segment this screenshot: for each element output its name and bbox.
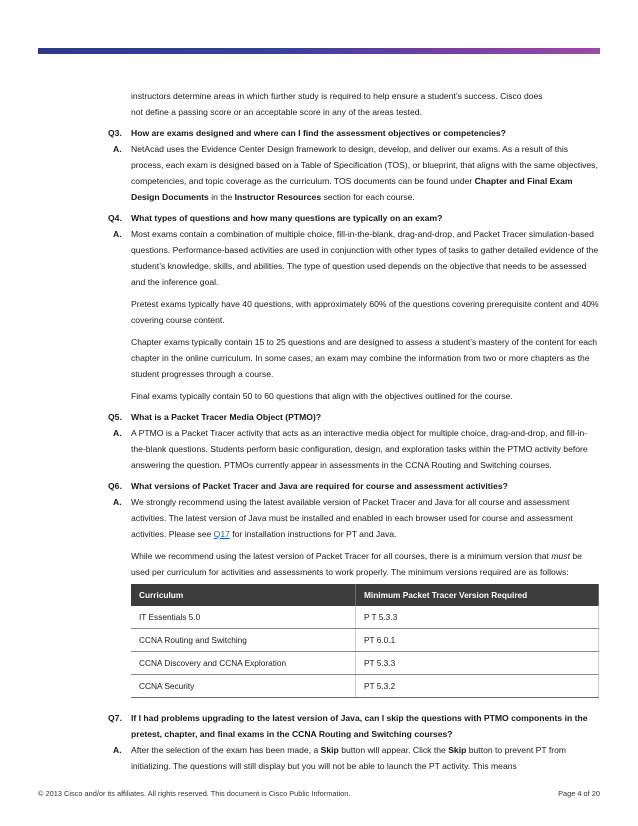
paragraph-text: While we recommend using the latest version of Packet Tracer for all courses, there is a minimum version that (131, 551, 552, 561)
answer-text: Most exams contain a combination of multiple choice, fill-in-the-blank, drag-and-drop, and Packet Tracer simulation-based questions. Performance-based activities are used in conjunction with other types of tasks to gather detailed evidence of the student’s knowledge, skills, and abilities. The type of question used depends on the objective that needs to be assessed and the inference goal. (131, 229, 599, 287)
skip-button-label: Skip (320, 745, 339, 755)
table-row (131, 606, 599, 629)
chapter-exam-paragraph: Chapter exams typically contain 15 to 25 questions and are designed to assess a student’s mastery of the content for each chapter in the online curriculum. In some cases, an exam may combine the information from two or more chapters as the student progresses through a course. (131, 337, 598, 379)
answer-text: A PTMO is a Packet Tracer activity that acts as an interactive media object for multiple choice, drag-and-drop, and fill-in-the-blank questions. Students perform basic configuration, design, and exploration tasks within the PTMO activity before answering the question. PTMOs currently appear in assessments in the CCNA Routing and Switching courses. (131, 428, 588, 470)
final-exam-paragraph: Final exams typically contain 50 to 60 questions that align with the objectives outlined for the course. (131, 391, 513, 401)
copyright-notice: © 2013 Cisco and/or its affiliates. All rights reserved. This document is Cisco Public Information. (38, 789, 351, 798)
answer-text: NetAcad uses the Evidence Center Design framework to design, develop, and deliver our exams. As a result of this process, each exam is designed based on a Table of Specification (TOS), or blueprint, that aligns with the same objectives, competencies, and topic coverage as the curriculum. TOS documents can be found under (131, 144, 598, 186)
emphasis-text: must (551, 551, 570, 561)
question-q6 (108, 478, 600, 494)
answer-q3 (108, 141, 600, 205)
table-cell-version: PT 6.0.1 (356, 629, 599, 652)
question-number: Q7. (108, 713, 122, 723)
table-cell-curriculum: CCNA Routing and Switching (131, 629, 356, 652)
answer-text: button to prevent PT from initializing. The questions will still display but you will not be able to launch the PT activity. This means (131, 745, 567, 771)
table-row (131, 675, 599, 698)
question-number: Q6. (108, 481, 122, 491)
table-cell-curriculum: IT Essentials 5.0 (131, 606, 356, 629)
document-body (108, 88, 600, 774)
answer-q7 (108, 742, 600, 774)
answer-q6 (108, 494, 600, 542)
question-q3 (108, 125, 600, 141)
question-q4 (108, 210, 600, 226)
table-cell-version: P T 5.3.3 (356, 606, 599, 629)
answer-label: A. (113, 745, 122, 755)
page-number: Page 4 of 20 (558, 789, 600, 798)
question-text: What types of questions and how many questions are typically on an exam? (131, 213, 443, 223)
answer-bold-text: Chapter and Final Exam Design Documents (131, 176, 573, 202)
column-header-version: Minimum Packet Tracer Version Required (356, 584, 599, 606)
question-q7 (108, 710, 600, 742)
column-header-curriculum: Curriculum (131, 584, 356, 606)
minimum-version-paragraph (108, 548, 600, 580)
answer-bold-text: Instructor Resources (234, 192, 322, 202)
answer-q5 (108, 425, 600, 473)
table-cell-version: PT 5.3.3 (356, 652, 599, 675)
table-row (131, 652, 599, 675)
intro-paragraph (108, 88, 600, 120)
paragraph-text: be used per curriculum for activities and assessments to work properly. The minimum versions required are as follows: (131, 551, 582, 577)
header-bar (38, 48, 600, 54)
question-text: What is a Packet Tracer Media Object (PTMO)? (131, 412, 322, 422)
table-cell-curriculum: CCNA Discovery and CCNA Exploration (131, 652, 356, 675)
question-number: Q5. (108, 412, 122, 422)
answer-text: After the selection of the exam has been made, a (131, 745, 321, 755)
answer-text: section for each course. (321, 192, 415, 202)
table-cell-version: PT 5.3.2 (356, 675, 599, 698)
answer-text: for installation instructions for PT and Java. (229, 529, 397, 539)
question-q5 (108, 409, 600, 425)
answer-label: A. (113, 428, 122, 438)
answer-text: We strongly recommend using the latest available version of Packet Tracer and Java for all course and assessment activities. The latest version of Java must be installed and enabled in each browser used for course and assessment activities. Please see (131, 497, 573, 539)
skip-button-label: Skip (448, 745, 467, 755)
question-text: What versions of Packet Tracer and Java are required for course and assessment activities? (131, 481, 508, 491)
table-header-row (131, 584, 599, 606)
intro-line-2: not define a passing score or an acceptable score in any of the areas tested. (131, 107, 422, 117)
answer-q4 (108, 226, 600, 290)
answer-label: A. (113, 497, 122, 507)
question-text: If I had problems upgrading to the latest version of Java, can I skip the questions with PTMO components in the pretest, chapter, and final exams in the CCNA Routing and Switching courses? (131, 713, 588, 739)
question-number: Q4. (108, 213, 122, 223)
question-number: Q3. (108, 128, 122, 138)
answer-text: button will appear. Click the (338, 745, 449, 755)
q17-link[interactable]: Q17 (213, 529, 230, 539)
intro-line-1: instructors determine areas in which further study is required to help ensure a student’s success. Cisco does (131, 91, 543, 101)
table-cell-curriculum: CCNA Security (131, 675, 356, 698)
answer-label: A. (113, 144, 122, 154)
answer-text: in the (208, 192, 235, 202)
answer-label: A. (113, 229, 122, 239)
page-footer (38, 789, 600, 798)
table-row (131, 629, 599, 652)
question-text: How are exams designed and where can I find the assessment objectives or competencies? (131, 128, 506, 138)
pretest-paragraph: Pretest exams typically have 40 questions, with approximately 60% of the questions covering prerequisite content and 40% covering course content. (131, 299, 599, 325)
version-table (131, 584, 599, 698)
